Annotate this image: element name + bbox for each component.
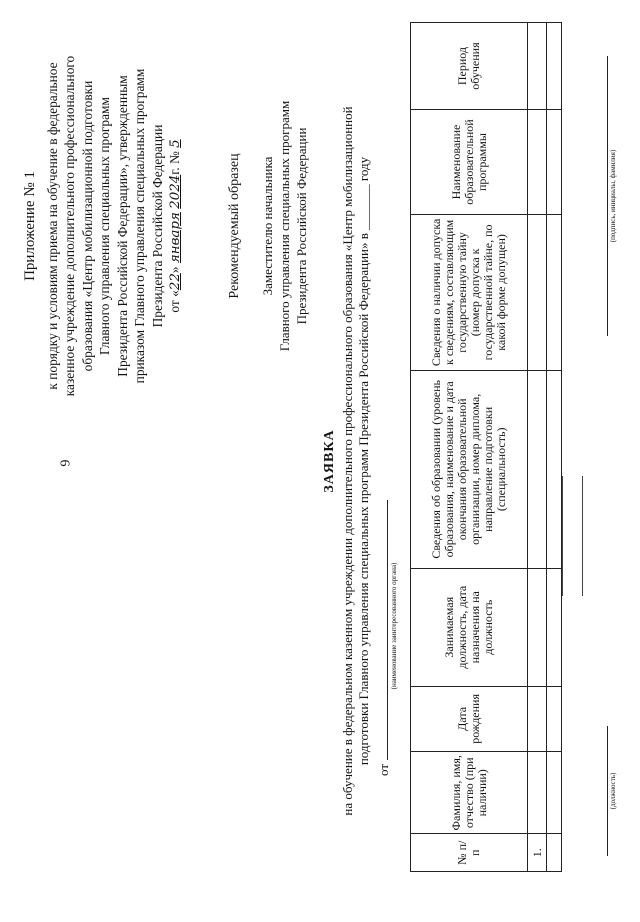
appendix-line: казенное учреждение дополнительного профессионального	[62, 55, 77, 397]
header-full-name: Фамилия, имя, отчество (при наличии)	[411, 752, 528, 834]
header-number: № п/п	[411, 834, 528, 872]
table-cell	[528, 214, 547, 370]
date-day-handwritten: 22	[168, 273, 183, 291]
date-year-handwritten: 2024	[168, 174, 183, 209]
signature-stroke	[582, 476, 583, 596]
header-education: Сведения об образовании (уровень образования, наименование и дата окончания образовательной организации, номер диплома, направление подготовки (специальность)	[411, 370, 528, 568]
table-cell	[547, 214, 562, 370]
appendix-title: Приложение № 1	[22, 171, 38, 281]
intro-line: подготовки Главного управления специальных программ Президента Российской Федерации» в _______ году	[356, 156, 371, 766]
from-caption: (наименование заинтересованного органа)	[390, 562, 398, 690]
addressee-line: Заместителю начальника	[260, 156, 275, 296]
from-label: от	[376, 763, 391, 776]
document-sheet	[22, 26, 622, 896]
signature-stroke	[562, 476, 563, 596]
page-number: 6	[56, 459, 72, 467]
appendix-block	[22, 36, 185, 416]
appendix-line: к порядку и условиям приема на обучение в федеральное	[44, 62, 60, 390]
row-number: 1.	[528, 834, 547, 872]
addressee-line: Главного управления специальных программ	[277, 100, 292, 352]
table-cell	[547, 834, 562, 872]
appendix-line: Президента Российской Федерации	[149, 124, 165, 328]
date-prefix: от «	[167, 290, 182, 313]
table-cell	[528, 568, 547, 686]
table-cell	[528, 686, 547, 751]
request-intro	[340, 26, 372, 896]
table-cell	[528, 110, 547, 215]
number-prefix: г. №	[167, 151, 182, 175]
table-header-row	[411, 23, 528, 872]
date-month-handwritten: января	[168, 212, 183, 264]
addressee-block	[259, 36, 310, 416]
header-birth-date: Дата рождения	[411, 686, 528, 751]
from-blank	[377, 500, 388, 760]
addressee-line: Президента Российской Федерации	[294, 127, 309, 325]
table-cell	[547, 370, 562, 568]
table-cell	[547, 568, 562, 686]
appendix-line: Президента Российской Федерации», утвержденным	[114, 75, 130, 377]
table-row	[528, 23, 547, 872]
table-row	[547, 23, 562, 872]
table-cell	[547, 686, 562, 751]
order-number-handwritten: 5	[168, 139, 183, 148]
table-cell	[528, 752, 547, 834]
order-date-line	[166, 36, 185, 416]
header-period: Период обучения	[411, 23, 528, 110]
name-signature-line	[607, 56, 608, 336]
table-cell	[528, 370, 547, 568]
header-clearance: Сведения о наличии допуска к сведениям, составляющим государственную тайну (номер допуска к государственной тайне, по какой форме допущен)	[411, 214, 528, 370]
position-signature-line	[607, 726, 608, 856]
appendix-line: Главного управления специальных программ	[97, 97, 112, 355]
request-table	[410, 22, 562, 872]
intro-line: на обучение в федеральном казенном учреждении дополнительного профессионального образования «Центр мобилизационной	[340, 106, 355, 816]
appendix-line: приказом Главного управления специальных программ	[132, 68, 147, 384]
appendix-line: образования «Центр мобилизационной подготовки	[79, 80, 95, 372]
header-program: Наименование образовательной программы	[411, 110, 528, 215]
table-cell	[547, 752, 562, 834]
date-mid: »	[167, 266, 182, 274]
document-title: ЗАЯВКА	[322, 429, 337, 493]
table-cell	[528, 23, 547, 110]
recommended-sample-label: Рекомендуемый образец	[227, 153, 242, 299]
table-cell	[547, 110, 562, 215]
position-caption: (должность)	[609, 772, 617, 810]
table-cell	[547, 23, 562, 110]
name-caption: (подпись, инициалы, фамилия)	[609, 149, 617, 243]
header-position: Занимаемая должность, дата назначения на должность	[411, 568, 528, 686]
